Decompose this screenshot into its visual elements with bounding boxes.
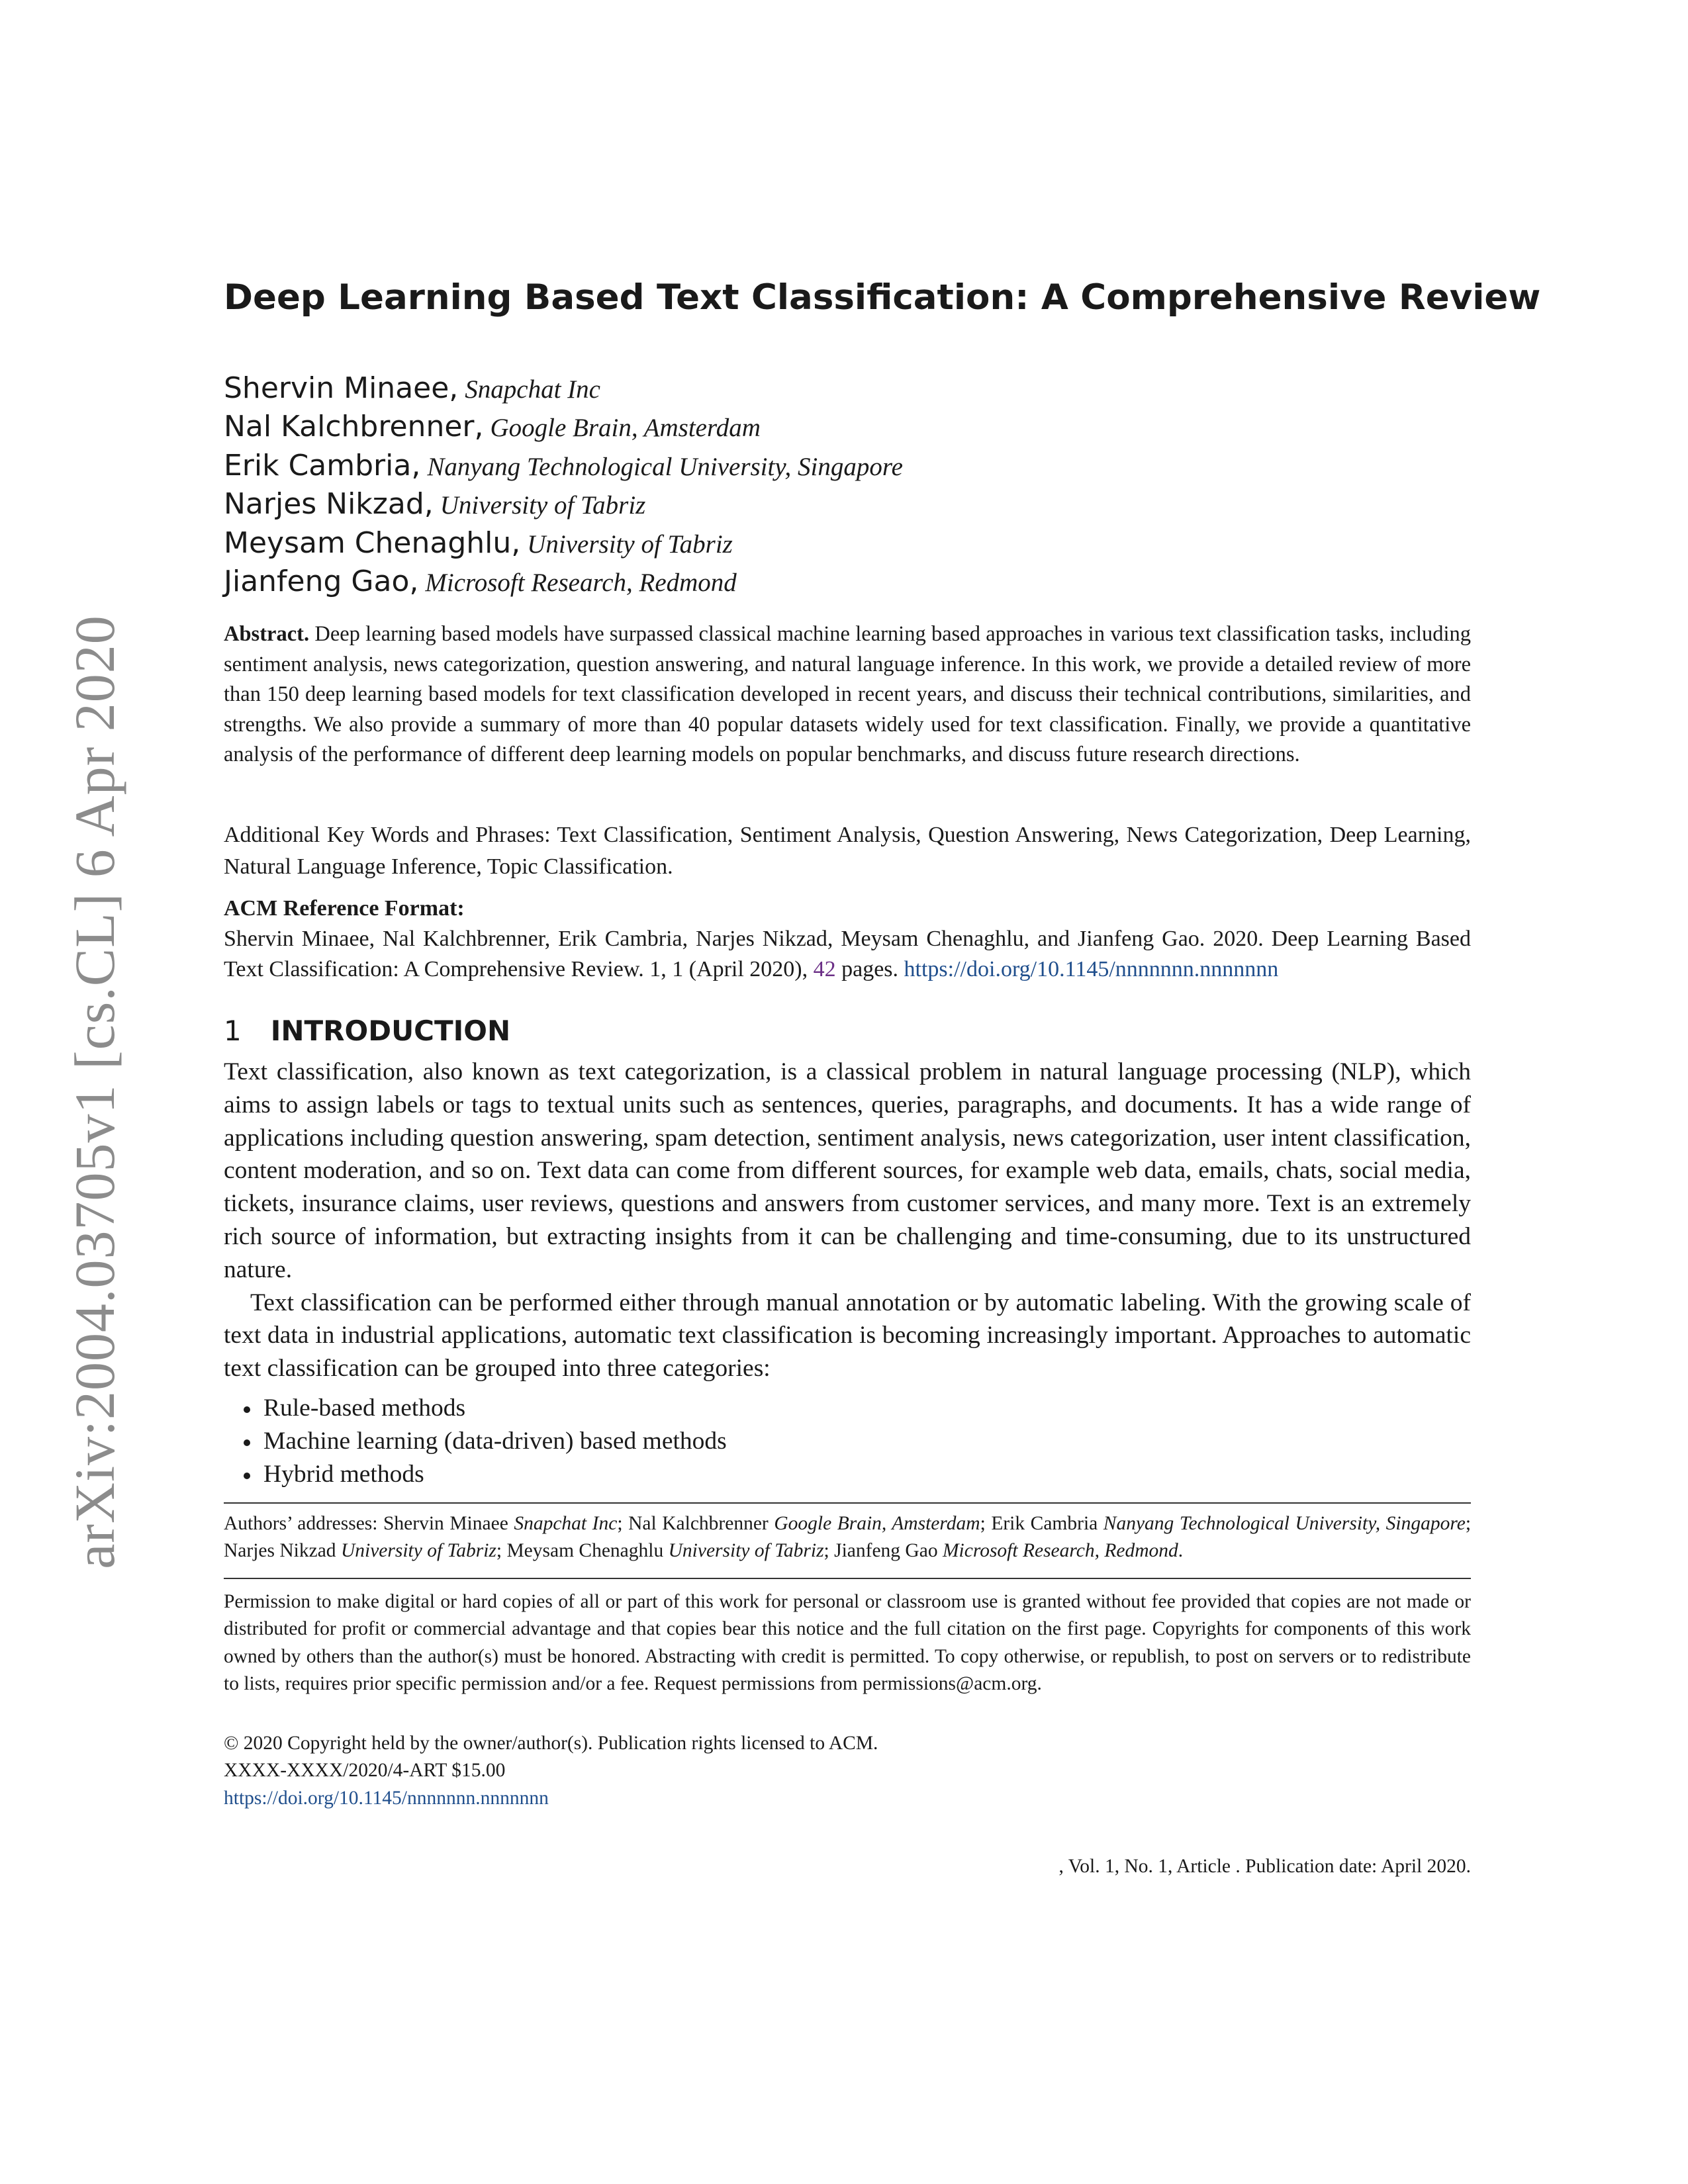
address-part: . <box>1178 1540 1184 1562</box>
intro-paragraph: Text classification can be performed either through manual annotation or by automatic labeling. With the growing scale of text data in industrial applications, automatic text classification is becoming increasingly important. Approaches to automatic text classification can be grouped into three categories: <box>224 1289 1471 1383</box>
author-name: Narjes Nikzad, <box>224 487 434 522</box>
author-entry <box>224 563 903 601</box>
author-affiliation: Nanyang Technological University, Singapore <box>427 452 903 481</box>
introduction-body <box>224 1056 1471 1490</box>
address-part: Snapchat Inc <box>514 1513 618 1534</box>
copyright-notice: © 2020 Copyright held by the owner/author(s). Publication rights licensed to ACM. <box>224 1733 878 1754</box>
author-entry <box>224 408 903 446</box>
acm-reference-text <box>224 924 1471 985</box>
author-name: Jianfeng Gao, <box>224 564 419 598</box>
abstract-text: Deep learning based models have surpassed classical machine learning based approaches in various text classification tasks, including sentiment analysis, news categorization, question answering, and natural language inference. In this work, we provide a detailed review of more than 150 deep learning based models for text classification developed in recent years, and discuss their technical contributions, similarities, and strengths. We also provide a summary of more than 40 popular datasets widely used for text classification. Finally, we provide a quantitative analysis of the performance of different deep learning models on popular benchmarks, and discuss future research directions. <box>224 622 1472 767</box>
address-part: Authors’ addresses: Shervin Minaee <box>224 1513 514 1534</box>
address-part: Google Brain, Amsterdam <box>774 1513 980 1534</box>
author-entry <box>224 447 903 485</box>
author-affiliation: Google Brain, Amsterdam <box>490 414 761 443</box>
permission-divider <box>224 1578 1471 1579</box>
author-entry <box>224 524 903 563</box>
author-entry <box>224 369 903 408</box>
author-name: Shervin Minaee, <box>224 371 459 405</box>
doi-footer-link[interactable]: https://doi.org/10.1145/nnnnnnn.nnnnnnn <box>224 1787 549 1809</box>
author-affiliation: University of Tabriz <box>527 529 733 559</box>
address-part: ; Nal Kalchbrenner <box>617 1513 774 1534</box>
address-part: ; Meysam Chenaghlu <box>496 1540 669 1562</box>
pages-word: pages. <box>835 957 904 981</box>
address-part: Microsoft Research, Redmond <box>942 1540 1178 1562</box>
author-entry <box>224 485 903 523</box>
authors-addresses <box>224 1510 1471 1565</box>
author-name: Erik Cambria, <box>224 448 421 482</box>
acm-reference-format <box>224 893 1471 985</box>
list-item: Machine learning (data-driven) based methods <box>263 1425 1471 1458</box>
intro-paragraph: Text classification, also known as text categorization, is a classical problem in natural language processing (NLP), which aims to assign labels or tags to textual units such as sentences, queries, paragraphs, and documents. It has a wide range of applications including question answering, spam detection, sentiment analysis, news categorization, user intent classification, content moderation, and so on. Text data can come from different sources, for example web data, emails, chats, social media, tickets, insurance claims, user reviews, questions and answers from customer services, and many more. Text is an extremely rich source of information, but extracting insights from it can be challenging and time-consuming, due to its unstructured nature. <box>224 1058 1471 1283</box>
paper-title: Deep Learning Based Text Classification: A Comprehensive Review <box>224 277 1541 318</box>
arxiv-identifier-stamp: arXiv:2004.03705v1 [cs.CL] 6 Apr 2020 <box>63 615 126 1569</box>
acm-reference-label: ACM Reference Format: <box>224 896 465 921</box>
methods-list <box>224 1392 1471 1490</box>
page-count-link[interactable]: 42 <box>813 957 836 981</box>
abstract <box>224 619 1471 770</box>
doi-link[interactable]: https://doi.org/10.1145/nnnnnnn.nnnnnnn <box>904 957 1279 981</box>
issn-price: XXXX-XXXX/2020/4-ART $15.00 <box>224 1760 506 1782</box>
list-item: Hybrid methods <box>263 1458 1471 1491</box>
copyright-block <box>224 1730 1471 1812</box>
footnote-divider <box>224 1502 1471 1504</box>
list-item: Rule-based methods <box>263 1392 1471 1425</box>
author-affiliation: Microsoft Research, Redmond <box>425 568 737 597</box>
abstract-label: Abstract. <box>224 622 310 646</box>
author-name: Nal Kalchbrenner, <box>224 410 484 444</box>
address-part: ; Narjes Nikzad <box>224 1513 1472 1562</box>
address-part: ; Jianfeng Gao <box>823 1540 943 1562</box>
section-title: INTRODUCTION <box>270 1015 511 1047</box>
page-footer: , Vol. 1, No. 1, Article . Publication date: April 2020. <box>1058 1856 1471 1877</box>
author-affiliation: Snapchat Inc <box>465 375 600 404</box>
author-affiliation: University of Tabriz <box>440 491 646 520</box>
section-heading-introduction <box>224 1013 510 1050</box>
author-list <box>224 369 903 601</box>
address-part: Nanyang Technological University, Singapore <box>1103 1513 1466 1534</box>
address-part: University of Tabriz <box>340 1540 496 1562</box>
author-name: Meysam Chenaghlu, <box>224 525 521 560</box>
address-part: University of Tabriz <box>668 1540 824 1562</box>
keywords: Additional Key Words and Phrases: Text Classification, Sentiment Analysis, Question Answering, News Categorization, Deep Learning, Natural Language Inference, Topic Classification. <box>224 823 1471 879</box>
address-part: ; Erik Cambria <box>980 1513 1103 1534</box>
permission-notice: Permission to make digital or hard copies of all or part of this work for personal or classroom use is granted without fee provided that copies are not made or distributed for profit or commercial advantage and that copies bear this notice and the full citation on the first page. Copyrights for components of this work owned by others than the author(s) must be honored. Abstracting with credit is permitted. To copy otherwise, or republish, to post on servers or to redistribute to lists, requires prior specific permission and/or a fee. Request permissions from permissions@acm.org. <box>224 1591 1471 1695</box>
acm-reference-citation: Shervin Minaee, Nal Kalchbrenner, Erik Cambria, Narjes Nikzad, Meysam Chenaghlu, and Jianfeng Gao. 2020. Deep Learning Based Text Classification: A Comprehensive Review. 1, 1 (April 2020), <box>224 927 1471 981</box>
section-number: 1 <box>224 1015 242 1047</box>
